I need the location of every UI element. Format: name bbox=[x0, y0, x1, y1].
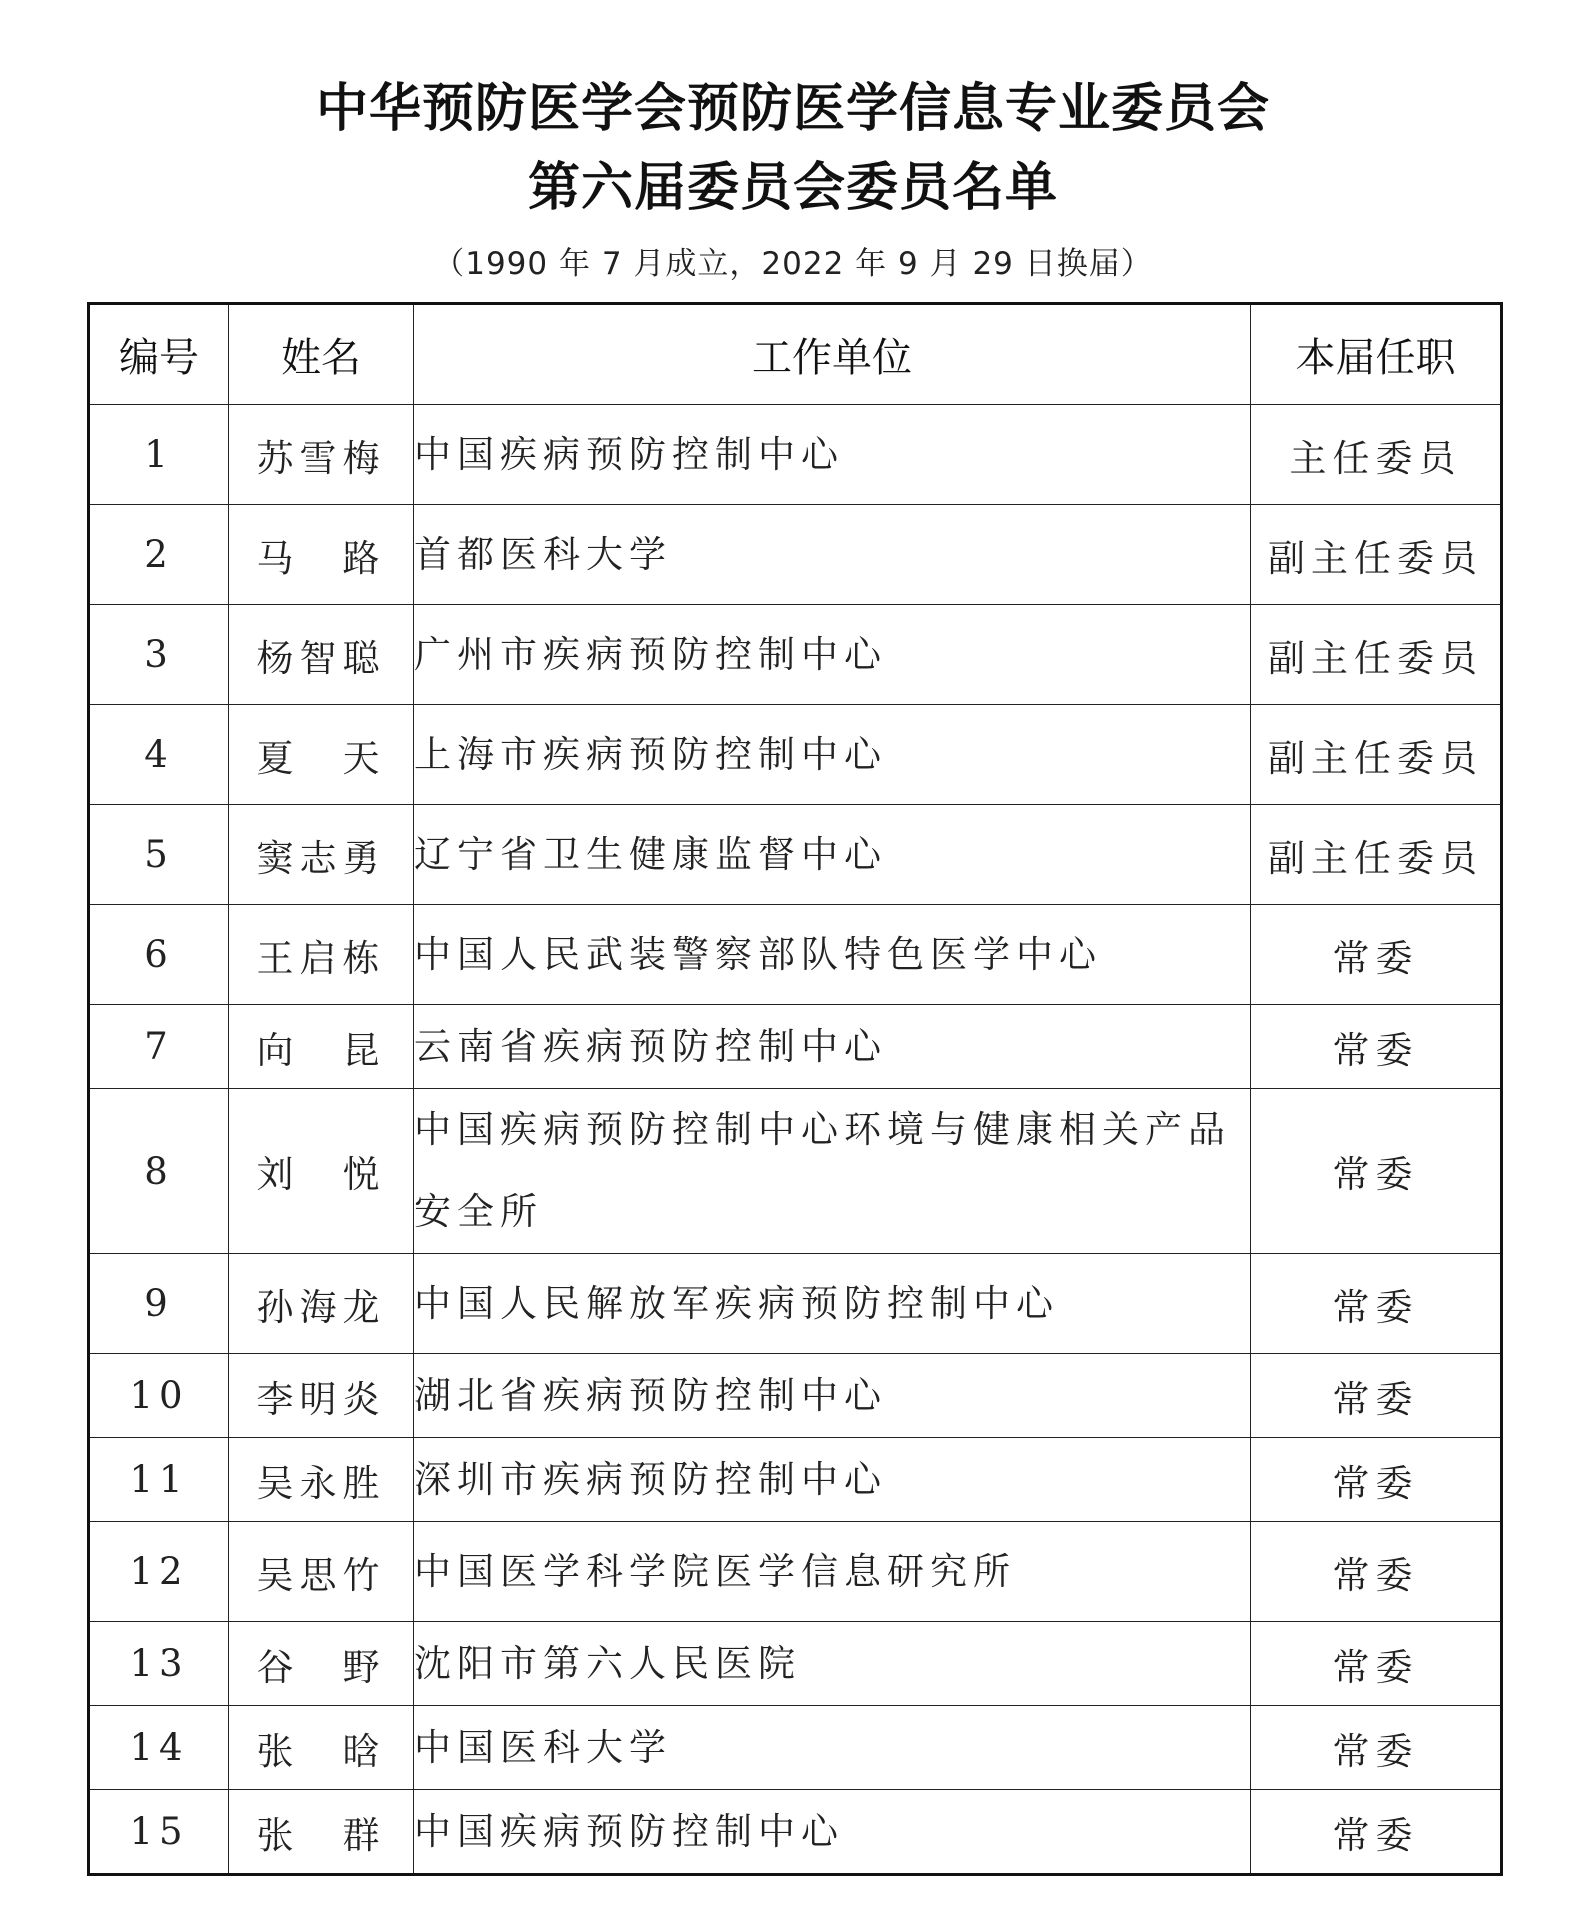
cell-unit: 沈阳市第六人民医院 bbox=[414, 1622, 1251, 1706]
cell-unit: 中国医学科学院医学信息研究所 bbox=[414, 1522, 1251, 1622]
table-row bbox=[89, 505, 1502, 605]
table-row bbox=[89, 1254, 1502, 1354]
cell-unit: 中国医科大学 bbox=[414, 1706, 1251, 1790]
cell-name: 张 群 bbox=[229, 1790, 414, 1875]
cell-role: 常委 bbox=[1251, 1005, 1502, 1089]
table-row bbox=[89, 905, 1502, 1005]
table-row bbox=[89, 605, 1502, 705]
table-row bbox=[89, 1522, 1502, 1622]
cell-name: 向 昆 bbox=[229, 1005, 414, 1089]
cell-unit: 中国人民武装警察部队特色医学中心 bbox=[414, 905, 1251, 1005]
cell-name: 窦志勇 bbox=[229, 805, 414, 905]
cell-name: 马 路 bbox=[229, 505, 414, 605]
cell-unit: 湖北省疾病预防控制中心 bbox=[414, 1354, 1251, 1438]
cell-name: 吴思竹 bbox=[229, 1522, 414, 1622]
table-row bbox=[89, 1790, 1502, 1875]
cell-name: 苏雪梅 bbox=[229, 405, 414, 505]
cell-unit: 中国疾病预防控制中心 bbox=[414, 1790, 1251, 1875]
cell-name: 张 晗 bbox=[229, 1706, 414, 1790]
table-row bbox=[89, 1706, 1502, 1790]
header-unit: 工作单位 bbox=[414, 304, 1251, 405]
cell-unit: 中国人民解放军疾病预防控制中心 bbox=[414, 1254, 1251, 1354]
cell-name: 王启栋 bbox=[229, 905, 414, 1005]
cell-unit: 中国疾病预防控制中心 bbox=[414, 405, 1251, 505]
cell-name: 杨智聪 bbox=[229, 605, 414, 705]
cell-role: 常委 bbox=[1251, 1089, 1502, 1254]
cell-role: 常委 bbox=[1251, 1706, 1502, 1790]
cell-no: 5 bbox=[89, 805, 229, 905]
cell-name: 孙海龙 bbox=[229, 1254, 414, 1354]
cell-role: 常委 bbox=[1251, 1438, 1502, 1522]
table-row bbox=[89, 1622, 1502, 1706]
cell-name: 夏 天 bbox=[229, 705, 414, 805]
cell-role: 副主任委员 bbox=[1251, 805, 1502, 905]
cell-unit: 首都医科大学 bbox=[414, 505, 1251, 605]
cell-name: 谷 野 bbox=[229, 1622, 414, 1706]
cell-name: 刘 悦 bbox=[229, 1089, 414, 1254]
cell-role: 常委 bbox=[1251, 1254, 1502, 1354]
cell-name: 吴永胜 bbox=[229, 1438, 414, 1522]
cell-role: 主任委员 bbox=[1251, 405, 1502, 505]
table-header-row bbox=[89, 304, 1502, 405]
cell-no: 12 bbox=[89, 1522, 229, 1622]
cell-no: 9 bbox=[89, 1254, 229, 1354]
table-row bbox=[89, 1438, 1502, 1522]
cell-role: 常委 bbox=[1251, 1790, 1502, 1875]
cell-role: 常委 bbox=[1251, 1622, 1502, 1706]
cell-unit: 中国疾病预防控制中心环境与健康相关产品安全所 bbox=[414, 1089, 1251, 1254]
cell-name: 李明炎 bbox=[229, 1354, 414, 1438]
table-row bbox=[89, 1089, 1502, 1254]
header-no: 编号 bbox=[89, 304, 229, 405]
cell-role: 副主任委员 bbox=[1251, 705, 1502, 805]
table-row bbox=[89, 705, 1502, 805]
cell-no: 7 bbox=[89, 1005, 229, 1089]
cell-role: 常委 bbox=[1251, 1354, 1502, 1438]
document-title-line-1: 中华预防医学会预防医学信息专业委员会 bbox=[315, 79, 1270, 139]
cell-role: 副主任委员 bbox=[1251, 505, 1502, 605]
table-row bbox=[89, 805, 1502, 905]
cell-no: 6 bbox=[89, 905, 229, 1005]
document-subtitle: （1990 年 7 月成立，2022 年 9 月 29 日换届） bbox=[433, 246, 1153, 282]
member-table bbox=[87, 302, 1503, 1876]
cell-role: 常委 bbox=[1251, 905, 1502, 1005]
cell-unit: 广州市疾病预防控制中心 bbox=[414, 605, 1251, 705]
cell-no: 10 bbox=[89, 1354, 229, 1438]
cell-no: 1 bbox=[89, 405, 229, 505]
cell-unit: 深圳市疾病预防控制中心 bbox=[414, 1438, 1251, 1522]
cell-no: 13 bbox=[89, 1622, 229, 1706]
table-row bbox=[89, 1005, 1502, 1089]
cell-unit: 云南省疾病预防控制中心 bbox=[414, 1005, 1251, 1089]
cell-no: 15 bbox=[89, 1790, 229, 1875]
table-row bbox=[89, 1354, 1502, 1438]
cell-unit: 上海市疾病预防控制中心 bbox=[414, 705, 1251, 805]
cell-unit: 辽宁省卫生健康监督中心 bbox=[414, 805, 1251, 905]
cell-role: 常委 bbox=[1251, 1522, 1502, 1622]
header-role: 本届任职 bbox=[1251, 304, 1502, 405]
document-title-line-2: 第六届委员会委员名单 bbox=[527, 158, 1058, 218]
cell-no: 2 bbox=[89, 505, 229, 605]
cell-no: 8 bbox=[89, 1089, 229, 1254]
cell-no: 11 bbox=[89, 1438, 229, 1522]
header-name: 姓名 bbox=[229, 304, 414, 405]
cell-no: 3 bbox=[89, 605, 229, 705]
cell-no: 4 bbox=[89, 705, 229, 805]
table-row bbox=[89, 405, 1502, 505]
cell-role: 副主任委员 bbox=[1251, 605, 1502, 705]
cell-no: 14 bbox=[89, 1706, 229, 1790]
